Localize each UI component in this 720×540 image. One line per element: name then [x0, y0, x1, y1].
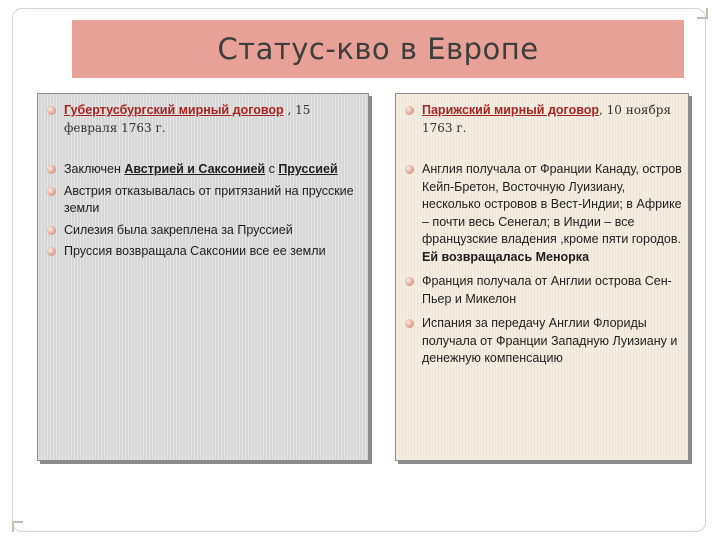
list-item-text: Пруссия возвращала Саксонии все ее земли — [64, 244, 326, 258]
list-item-left-2 — [46, 183, 362, 218]
title-bar — [72, 20, 684, 78]
list-item-text: Силезия была закреплена за Пруссией — [64, 222, 293, 237]
text-austria-saxony: Австрией и Саксонией — [124, 162, 266, 176]
corner-bracket-bottom-left — [12, 521, 23, 532]
list-item-text: Франция получала от Англии острова Сен-Пьер и Микелон — [422, 274, 672, 306]
text-concluded: Заключен — [64, 162, 125, 176]
text-minorca-returned: Ей возвращалась Менорка — [422, 249, 590, 264]
corner-bracket-top-right — [697, 8, 708, 19]
slide-title: Статус-кво в Европе — [217, 32, 539, 66]
right-item-list — [404, 102, 682, 368]
list-item-right-2 — [404, 273, 682, 308]
treaty-date-month-year: февраля 1763 г. — [64, 120, 166, 135]
bullet-icon — [47, 187, 56, 196]
list-item-right-heading — [404, 102, 682, 137]
bullet-icon — [405, 319, 414, 328]
list-item-left-1 — [46, 161, 362, 179]
text-prussia: Пруссией — [278, 162, 338, 176]
list-item-left-3 — [46, 222, 362, 240]
treaty-date-prefix: , — [283, 103, 296, 117]
bullet-icon — [405, 277, 414, 286]
left-panel-hubertusburg — [37, 93, 369, 461]
treaty-date-year: 1763 г. — [422, 120, 467, 135]
treaty-date-day-month: , 10 ноября — [599, 103, 671, 117]
bullet-icon — [47, 106, 56, 115]
list-item-right-3 — [404, 315, 682, 368]
bullet-icon — [405, 106, 414, 115]
list-item-left-4 — [46, 243, 362, 261]
text-with: с — [265, 162, 279, 176]
list-item-left-heading — [46, 102, 362, 137]
bullet-icon — [47, 226, 56, 235]
list-item-text: Испания за передачу Англии Флориды получала от Франции Западную Луизиану и денежную компенсацию — [422, 316, 678, 365]
treaty-name-paris: Парижский мирный договор — [422, 103, 599, 117]
treaty-date-day: 15 — [295, 103, 311, 117]
bullet-icon — [47, 165, 56, 174]
list-item-text: Австрия отказывалась от притязаний на прусские земли — [64, 183, 354, 215]
bullet-icon — [405, 165, 414, 174]
list-item-right-1 — [404, 161, 682, 266]
list-item-text: Англия получала от Франции Канаду, остров Кейп-Бретон, Восточную Луизиану, несколько островов в Вест-Индии; в Африке – почти весь Сенегал; в Индии – все французские владения ,кроме пяти городов. — [422, 162, 682, 246]
treaty-name-hubertusburg: Губертусбургский мирный договор — [64, 103, 284, 117]
bullet-icon — [47, 247, 56, 256]
left-item-list — [46, 102, 362, 261]
right-panel-paris — [395, 93, 689, 461]
